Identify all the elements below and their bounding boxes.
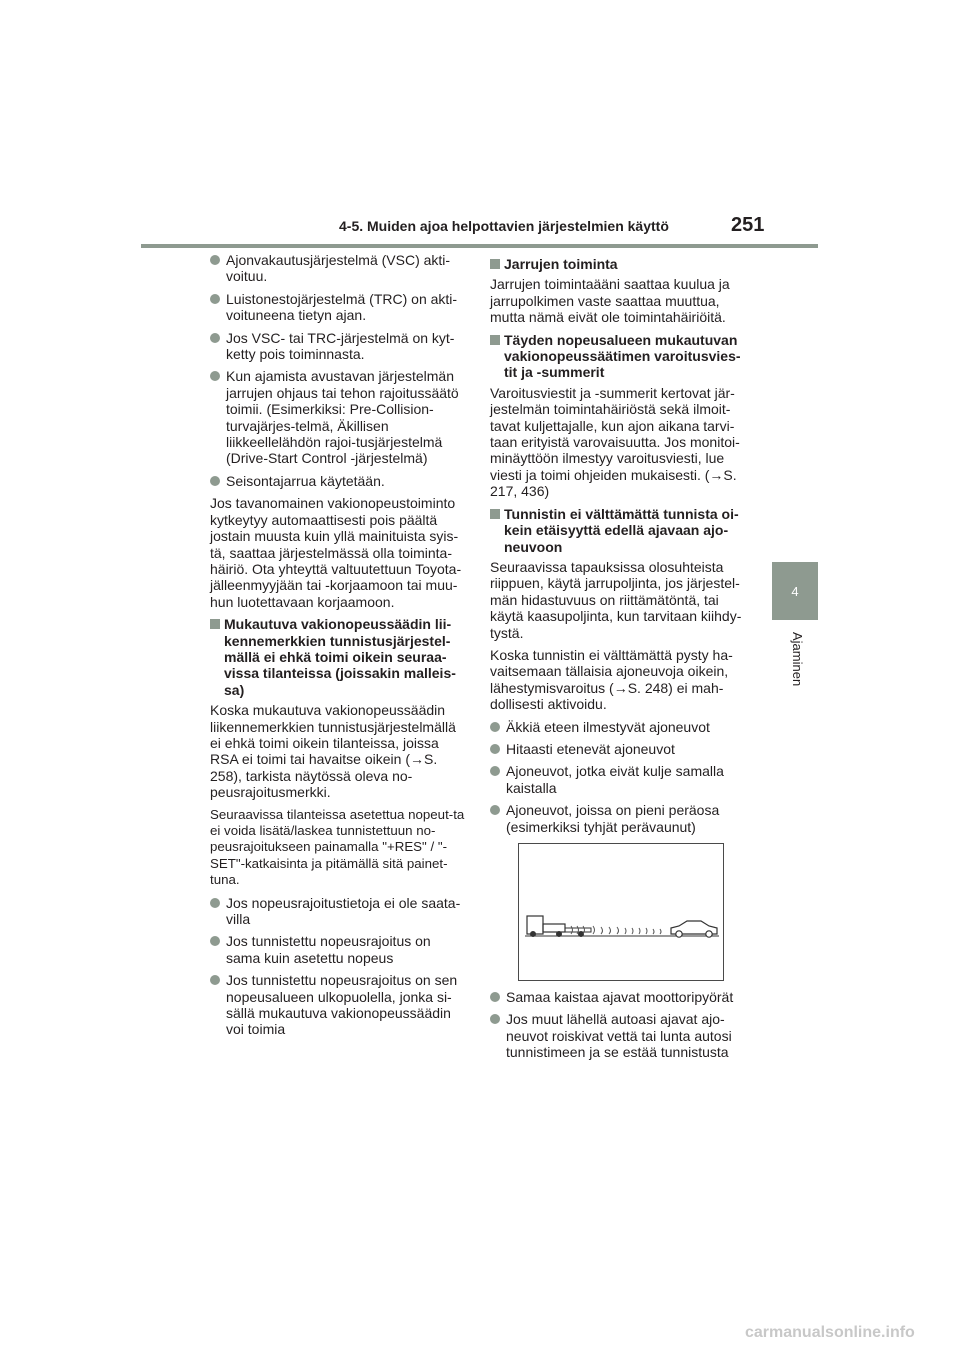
bullet-dot-icon (210, 476, 220, 486)
heading-square-icon (490, 259, 500, 269)
bullet-item: Äkkiä eteen ilmestyvät ajoneuvot (490, 719, 752, 735)
bullet-dot-icon (210, 371, 220, 381)
section-heading: Jarrujen toiminta (490, 256, 752, 272)
left-column (210, 252, 468, 1044)
bullet-dot-icon (210, 975, 220, 985)
bullet-dot-icon (210, 333, 220, 343)
heading-square-icon (490, 509, 500, 519)
bullet-dot-icon (490, 992, 500, 1002)
bullet-dot-icon (210, 936, 220, 946)
watermark: carmanualsonline.info (745, 1324, 915, 1341)
right-column (490, 252, 752, 1067)
bullet-item: Seisontajarrua käytetään. (210, 473, 468, 489)
truck-icon (527, 916, 591, 937)
paragraph: Jos tavanomainen vakionopeustoiminto kytkeytyy automaattisesti pois päältä jostain muusta kuin yllä mainituista syis-tä, saattaa järjestelmässä olla toiminta-häiriö. Ota yhteyttä valtuutettuun Toyota-jälleenmyyjään tai -korjaamoon tai muu-hun luotettavaan korjaamoon. (210, 495, 462, 610)
bullet-item: Ajonvakautusjärjestelmä (VSC) akti-voituu. (210, 252, 468, 285)
paragraph: Koska tunnistin ei välttämättä pysty ha-vaitsemaan tällaisia ajoneuvoja oikein, lähestymisvaroitus (→S. 248) ei mah-dollisesti aktivoidu. (490, 646, 733, 713)
paragraph: Seuraavissa tilanteissa asetettua nopeut-ta ei voida lisätä/laskea tunnistettuun no-peusrajoitukseen painamalla "+RES" / "-SET"-katkaisinta ja pitämällä sitä painet-tuna. (210, 806, 465, 888)
radar-illustration (518, 843, 724, 981)
section-heading: Tunnistin ei välttämättä tunnista oi-kein etäisyyttä edellä ajavaan ajo-neuvoon (490, 506, 752, 555)
bullet-dot-icon (490, 766, 500, 776)
bullet-dot-icon (490, 805, 500, 815)
bullet-dot-icon (210, 294, 220, 304)
paragraph: Koska mukautuva vakionopeussäädin liikennemerkkien tunnistusjärjestelmällä ei ehkä toimi oikein tilanteissa, joissa RSA ei toimi tai havaitse oikein (→S. 258), tarkista näytössä oleva no-peusrajoitusmerkki. (210, 702, 456, 801)
bullet-dot-icon (490, 1014, 500, 1024)
bullet-item: Kun ajamista avustavan järjestelmän jarrujen ohjaus tai tehon rajoitussäätö toimii. (Esimerkiksi: Pre-Collision-turvajärjes-telmä, Äkillisen liikkeellelähdön rajoi-tusjärjestelmä (Drive-Start Control -järjestelmä) (210, 368, 468, 466)
bullet-item: Jos nopeusrajoitustietoja ei ole saata-villa (210, 895, 468, 928)
bullet-item: Luistonestojärjestelmä (TRC) on akti-voituneena tietyn ajan. (210, 291, 468, 324)
radar-waves-icon (571, 926, 661, 934)
heading-square-icon (210, 619, 220, 629)
bullet-dot-icon (210, 898, 220, 908)
paragraph: Varoitusviestit ja -summerit kertovat jär-jestelmän toimintahäiriöstä sekä ilmoit-tavat kuljettajalle, kun ajon aikana tarvi-taan erityistä varovaisuutta. Jos monitoi-minäyttöön ilmestyy varoitusviesti, lue viesti ja toimi ohjeiden mukaisesti. (→S. 217, 436) (490, 384, 740, 500)
bullet-item: Jos muut lähellä autoasi ajavat ajo-neuvot roiskivat vettä tai lunta autosi tunnistimeen ja se estää tunnistusta (490, 1011, 752, 1060)
bullet-dot-icon (490, 744, 500, 754)
page-number: 251 (731, 214, 765, 236)
heading-square-icon (490, 335, 500, 345)
header-rule (141, 244, 818, 248)
truck-trailer-radar-graphic (519, 844, 723, 980)
bullet-item: Samaa kaistaa ajavat moottoripyörät (490, 989, 752, 1005)
bullet-item: Ajoneuvot, jotka eivät kulje samalla kaistalla (490, 763, 752, 796)
section-heading: Mukautuva vakionopeussäädin lii-kennemerkkien tunnistusjärjestel-mällä ei ehkä toimi oikein seuraa-vissa tilanteissa (joissakin malleis-sa) (210, 616, 468, 698)
bullet-item: Jos tunnistettu nopeusrajoitus on sen nopeusalueen ulkopuolella, jonka si-sällä mukautuva vakionopeussäädin voi toimia (210, 972, 468, 1038)
bullet-item: Ajoneuvot, joissa on pieni peräosa (esimerkiksi tyhjät perävaunut) (490, 802, 752, 835)
bullet-item: Jos tunnistettu nopeusrajoitus on sama kuin asetettu nopeus (210, 933, 468, 966)
car-icon (671, 921, 717, 937)
paragraph: Jarrujen toimintaääni saattaa kuulua ja jarrupolkimen vaste saattaa muuttua, mutta nämä eivät ole toimintahäiriöitä. (490, 276, 730, 326)
header-title: 4-5. Muiden ajoa helpottavien järjestelmien käyttö (339, 218, 669, 234)
bullet-dot-icon (210, 255, 220, 265)
chapter-label: Ajaminen (790, 632, 805, 687)
bullet-item: Jos VSC- tai TRC-järjestelmä on kyt-ketty pois toiminnasta. (210, 330, 468, 363)
bullet-dot-icon (490, 722, 500, 732)
section-heading: Täyden nopeusalueen mukautuvan vakionopeussäätimen varoitusvies-tit ja -summerit (490, 332, 752, 381)
paragraph: Seuraavissa tapauksissa olosuhteista riippuen, käytä jarrupoljinta, jos järjestel-män hidastuvuus on riittämätöntä, tai käytä kaasupoljinta, kun tarvitaan kiihdy-tystä. (490, 558, 742, 641)
chapter-tab: 4 (772, 562, 818, 620)
bullet-item: Hitaasti etenevät ajoneuvot (490, 741, 752, 757)
